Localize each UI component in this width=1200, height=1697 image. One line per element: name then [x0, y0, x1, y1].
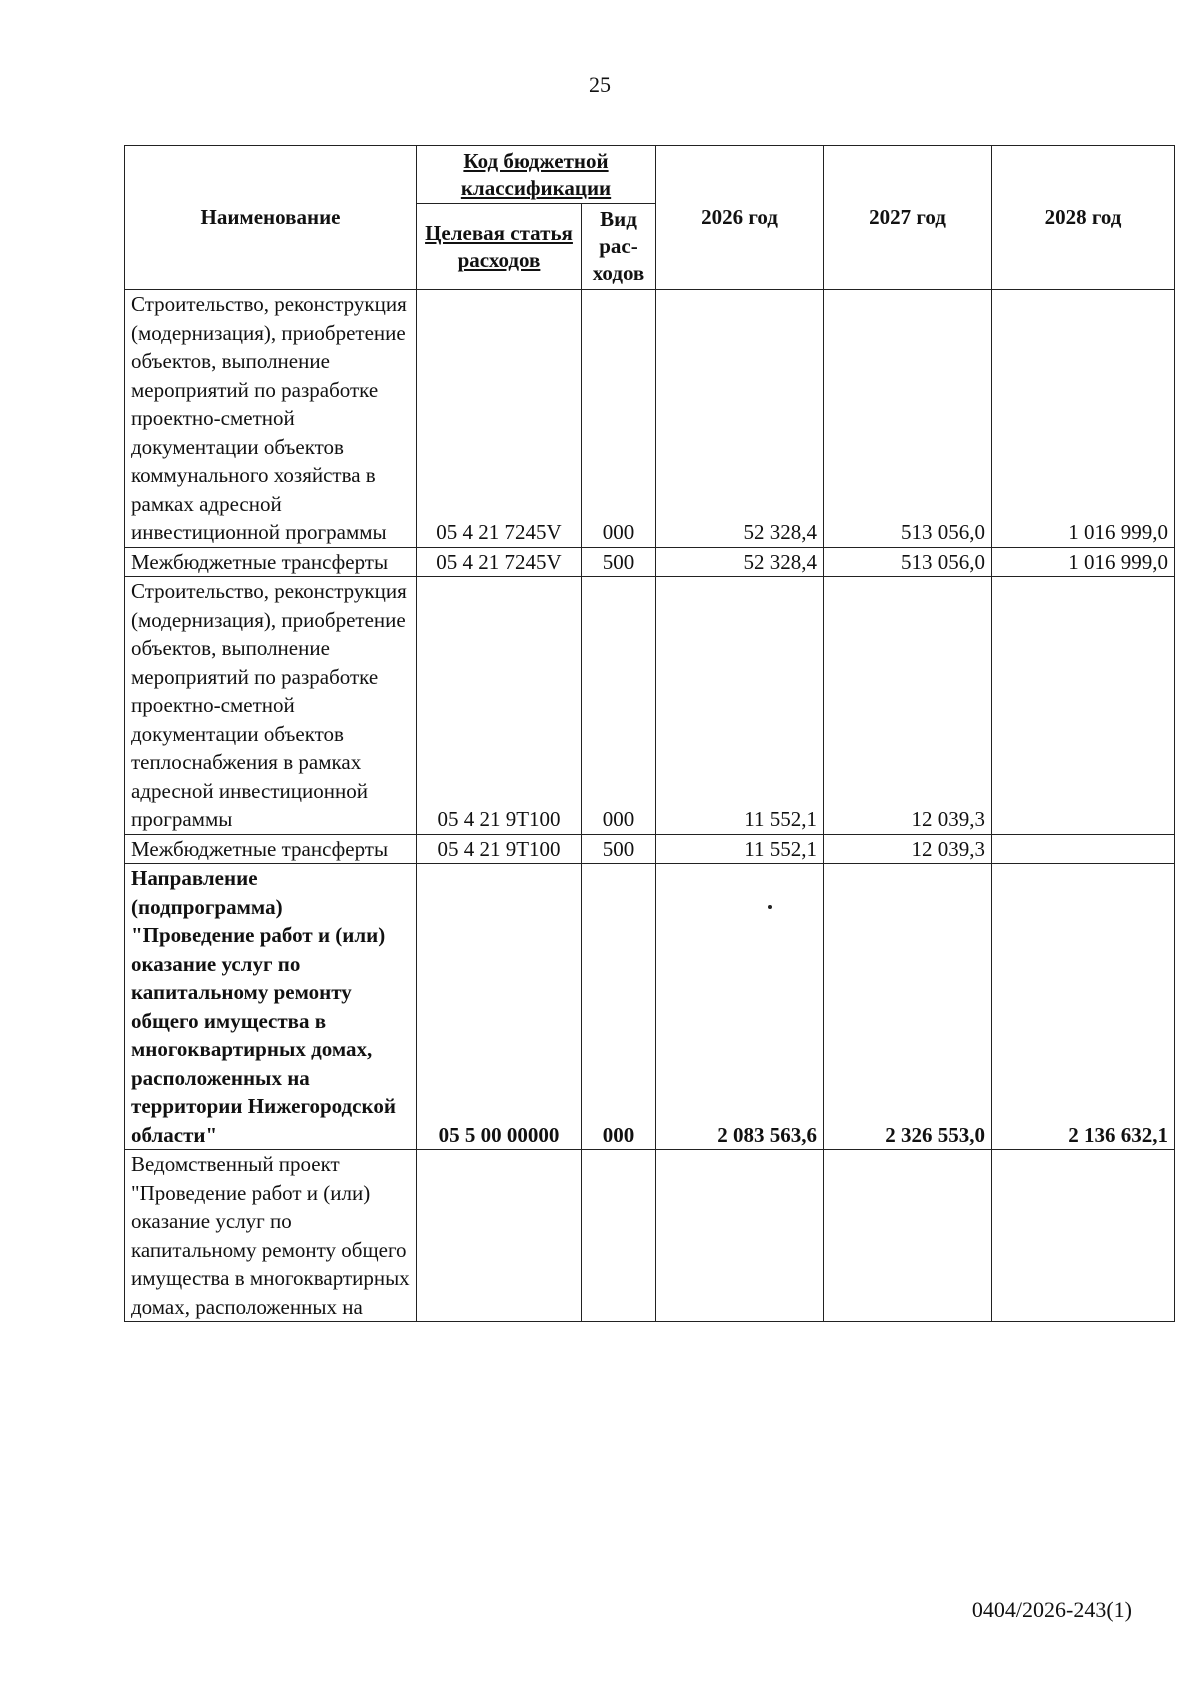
stray-dot [768, 905, 772, 909]
header-name: Наименование [125, 146, 417, 290]
row-target-article: 05 4 21 7245V [417, 290, 582, 548]
row-expense-type: 500 [582, 547, 656, 577]
row-value-2027: 12 039,3 [824, 577, 992, 835]
header-expense-type: Вид рас- ходов [582, 204, 656, 290]
table-row [125, 1150, 1175, 1322]
row-value-2026: 52 328,4 [656, 547, 824, 577]
header-year-2028: 2028 год [992, 146, 1175, 290]
row-value-2028: 1 016 999,0 [992, 290, 1175, 548]
row-name: Межбюджетные трансферты [125, 547, 417, 577]
row-target-article [417, 1150, 582, 1322]
row-name: Строительство, реконструкция (модернизация), приобретение объектов, выполнение мероприятий по разработке проектно-сметной документации объектов коммунального хозяйства в рамках адресной инвестиционной программы [125, 290, 417, 548]
row-value-2026: 2 083 563,6 [656, 864, 824, 1150]
row-value-2026: 11 552,1 [656, 577, 824, 835]
table-row [125, 577, 1175, 835]
header-code-group: Код бюджетной классификации [417, 146, 656, 204]
row-expense-type: 000 [582, 290, 656, 548]
row-expense-type: 000 [582, 577, 656, 835]
row-value-2028 [992, 577, 1175, 835]
header-target-article: Целевая статья расходов [417, 204, 582, 290]
table-row [125, 834, 1175, 864]
row-value-2026: 52 328,4 [656, 290, 824, 548]
row-value-2028: 1 016 999,0 [992, 547, 1175, 577]
row-name: Направление (подпрограмма) "Проведение работ и (или) оказание услуг по капитальному ремонту общего имущества в многоквартирных домах, расположенных на территории Нижегородской области" [125, 864, 417, 1150]
row-value-2027 [824, 1150, 992, 1322]
row-value-2026 [656, 1150, 824, 1322]
row-name: Строительство, реконструкция (модернизация), приобретение объектов, выполнение мероприятий по разработке проектно-сметной документации объектов теплоснабжения в рамках адресной инвестиционной программы [125, 577, 417, 835]
row-target-article: 05 4 21 7245V [417, 547, 582, 577]
row-name: Ведомственный проект "Проведение работ и (или) оказание услуг по капитальному ремонту общего имущества в многоквартирных домах, расположенных на [125, 1150, 417, 1322]
row-value-2027: 513 056,0 [824, 547, 992, 577]
row-target-article: 05 4 21 9Т100 [417, 834, 582, 864]
header-row-1 [125, 146, 1175, 204]
header-year-2026: 2026 год [656, 146, 824, 290]
row-target-article: 05 5 00 00000 [417, 864, 582, 1150]
row-value-2028 [992, 1150, 1175, 1322]
document-code: 0404/2026-243(1) [971, 1597, 1132, 1622]
row-expense-type: 500 [582, 834, 656, 864]
row-value-2026: 11 552,1 [656, 834, 824, 864]
row-value-2028: 2 136 632,1 [992, 864, 1175, 1150]
row-expense-type [582, 1150, 656, 1322]
budget-table [124, 145, 1175, 1322]
row-target-article: 05 4 21 9Т100 [417, 577, 582, 835]
row-value-2027: 2 326 553,0 [824, 864, 992, 1150]
table-row-subprogram [125, 864, 1175, 1150]
row-value-2027: 513 056,0 [824, 290, 992, 548]
table-row [125, 290, 1175, 548]
row-expense-type: 000 [582, 864, 656, 1150]
row-value-2027: 12 039,3 [824, 834, 992, 864]
table-row [125, 547, 1175, 577]
row-value-2028 [992, 834, 1175, 864]
row-name: Межбюджетные трансферты [125, 834, 417, 864]
header-year-2027: 2027 год [824, 146, 992, 290]
page-number: 25 [589, 72, 611, 97]
